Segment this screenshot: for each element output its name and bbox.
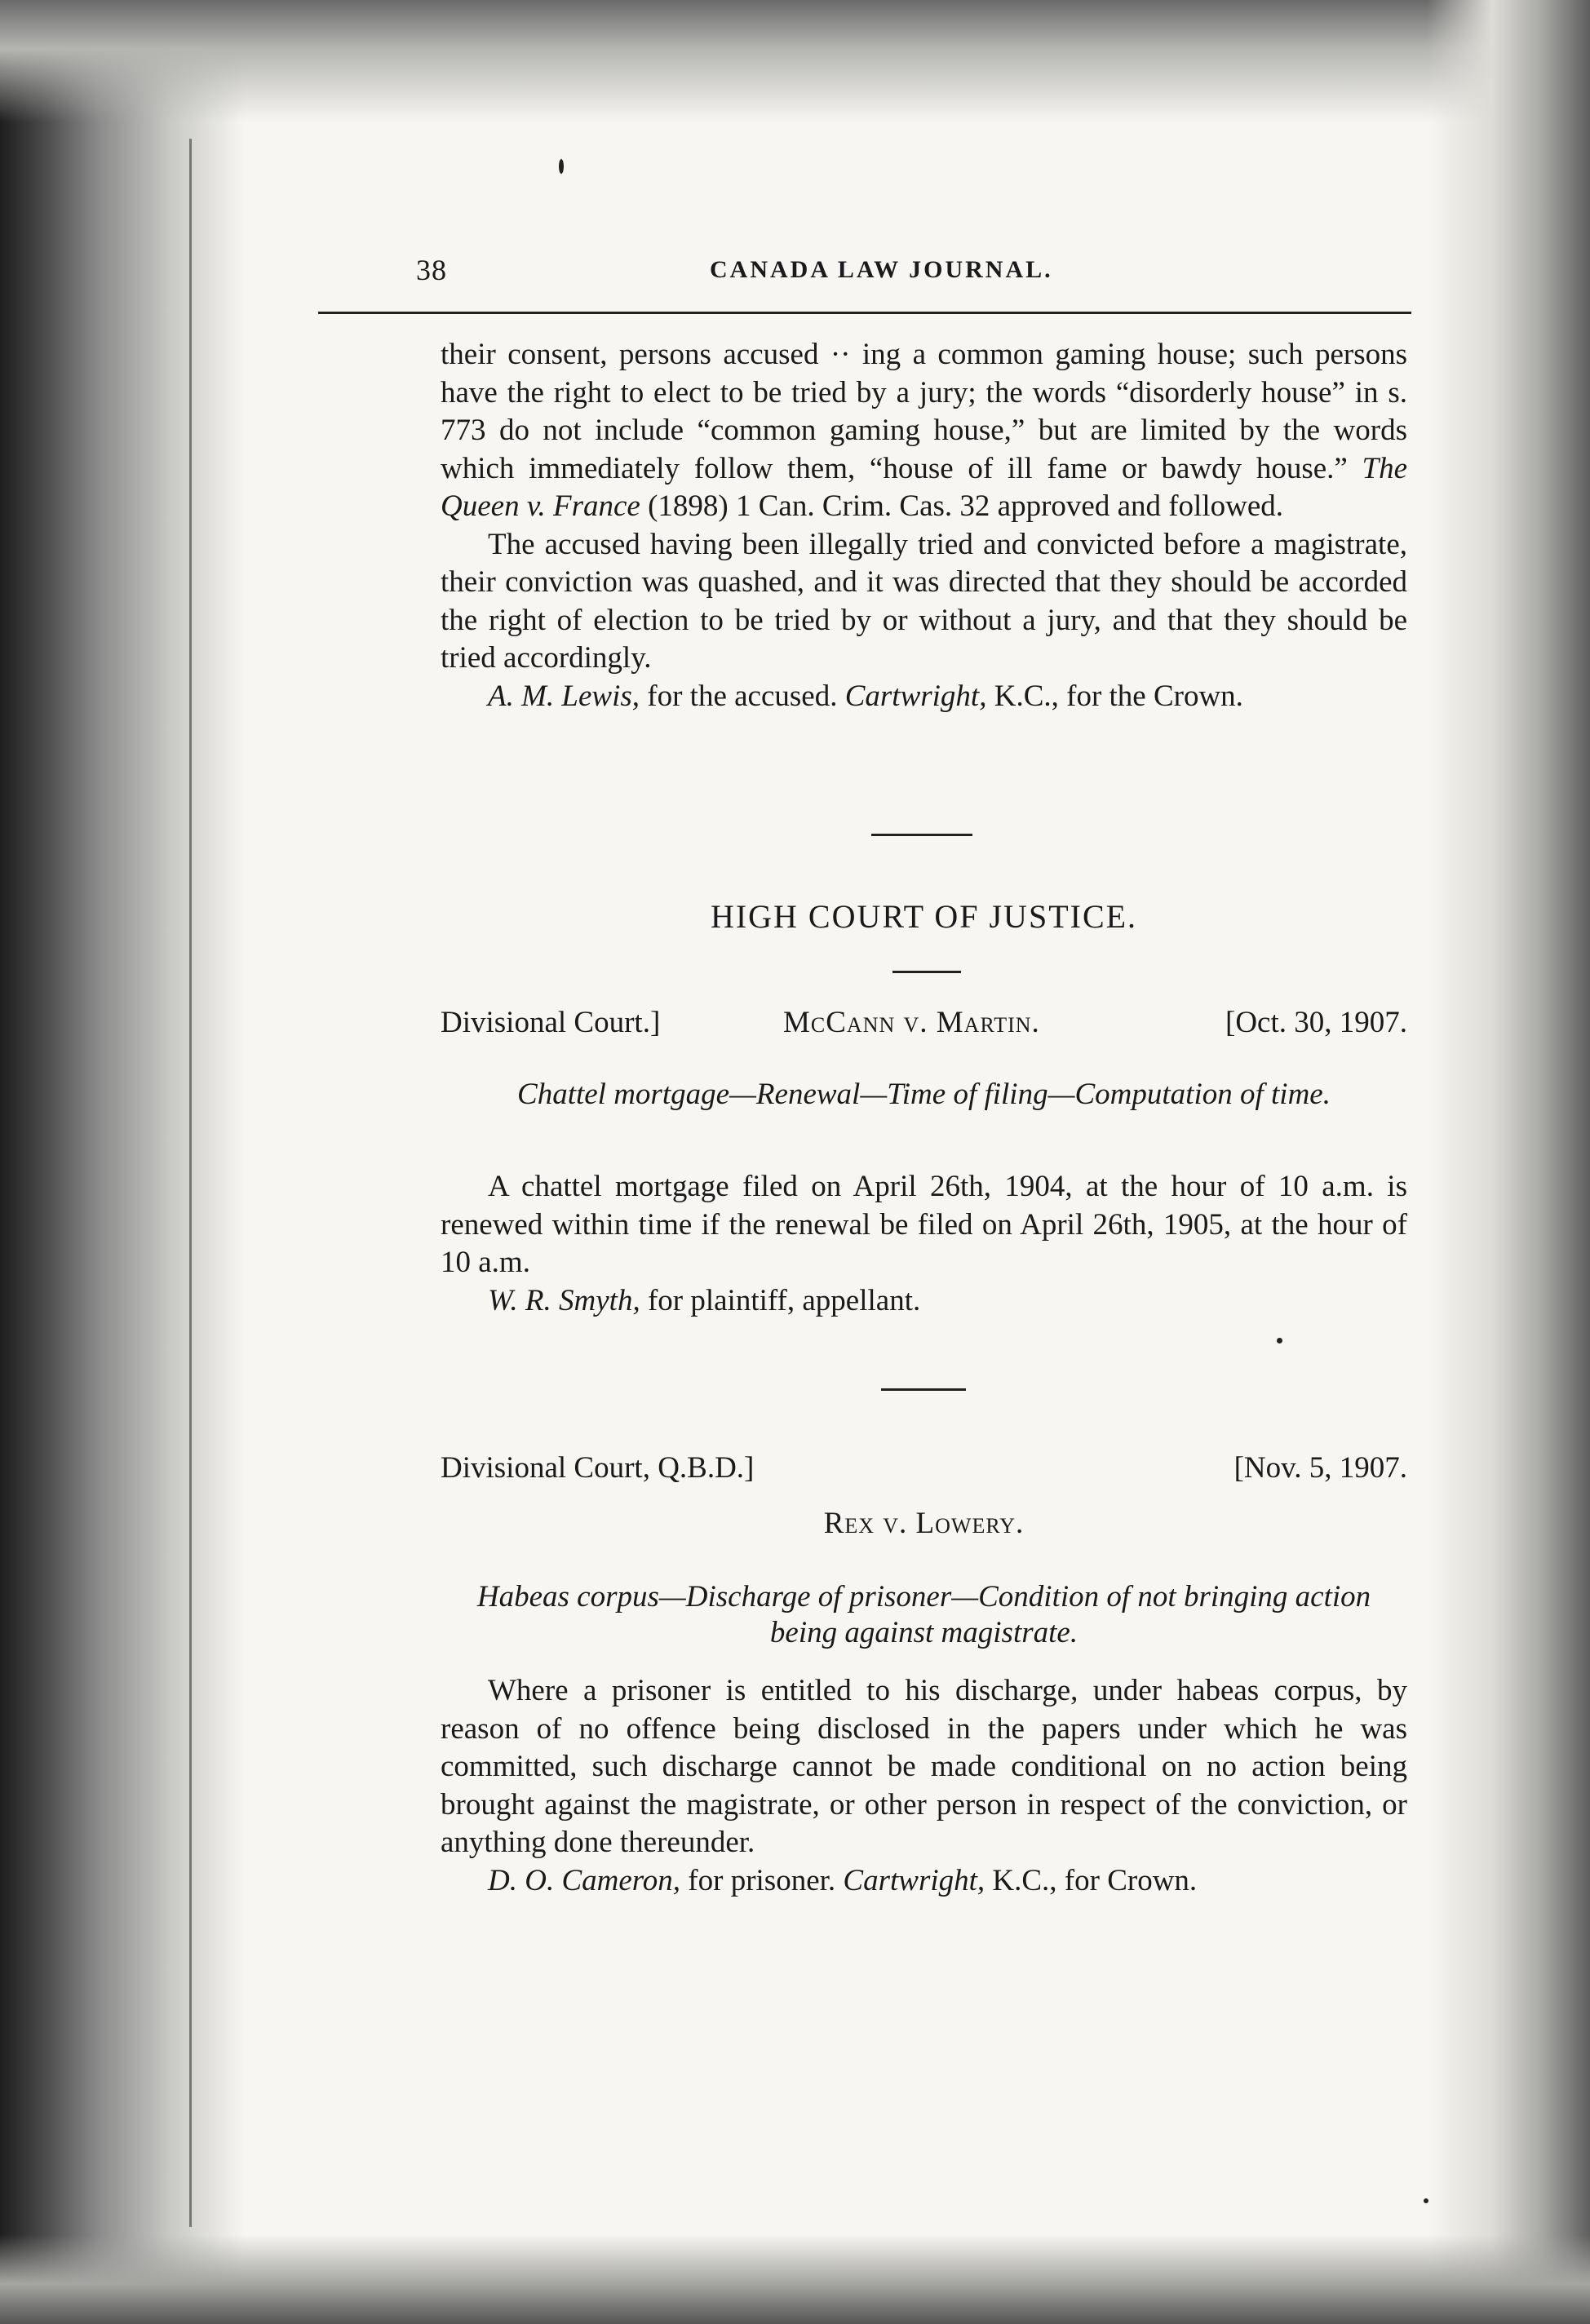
counsel-line <box>441 678 1407 716</box>
case-2-holding: Where a prisoner is entitled to his discharge, under habeas corpus, by reason of no offence being disclosed in the papers under which he was committed, such discharge cannot be made conditional on no action being brought against the magistrate, or other person in respect of the conviction, or anything done thereunder. <box>441 1674 1407 1859</box>
counsel-name: A. M. Lewis, <box>488 679 640 713</box>
counsel-name: Cartwright, <box>843 1863 985 1897</box>
counsel-role: for the accused. <box>640 679 845 713</box>
continued-paragraph-text: their consent, persons accused ·· ing a common gaming house; such persons have the right to elect to be tried by a jury; the words “disorderly house” in s. 773 do not include “common gaming house,” but are limited by the words which immediately follow them, “house of ill fame or bawdy house.” <box>441 338 1407 485</box>
case-1-court: Divisional Court.] <box>441 1006 661 1039</box>
counsel-role: for plaintiff, appellant. <box>640 1283 921 1317</box>
running-head <box>416 253 1411 294</box>
section-rule <box>892 971 961 973</box>
binding-gutter <box>0 0 245 2324</box>
section-rule <box>871 834 972 836</box>
case-1-counsel <box>441 1282 1407 1321</box>
case-1-date: [Oct. 30, 1907. <box>1225 1006 1407 1039</box>
case-2-court: Divisional Court, Q.B.D.] <box>441 1451 755 1485</box>
header-rule <box>318 312 1411 314</box>
ink-speck <box>559 159 564 174</box>
section-rule <box>881 1388 966 1391</box>
gutter-line <box>189 139 192 2227</box>
page-number: 38 <box>416 254 447 286</box>
continued-paragraph <box>441 336 1407 526</box>
right-edge-shadow <box>1427 0 1590 2324</box>
citation-case-name: The Queen v. France <box>441 451 1408 523</box>
counsel-name: D. O. Cameron, <box>488 1863 681 1897</box>
case-2-date: [Nov. 5, 1907. <box>1233 1451 1407 1485</box>
citation-reference: (1898) 1 Can. Crim. Cas. 32 approved and followed. <box>648 489 1284 523</box>
counsel-role: K.C., for the Crown. <box>986 679 1243 713</box>
case-2-headnote: Habeas corpus—Discharge of prisoner—Condition of not bringing action being against magistrate. <box>476 1580 1371 1649</box>
counsel-name: Cartwright, <box>844 679 987 713</box>
case-2-caption <box>441 1450 1407 1488</box>
case-1-body <box>441 1168 1407 1320</box>
case-1-caption <box>441 1005 1407 1042</box>
bottom-edge-shadow <box>0 2234 1590 2324</box>
case-2-body <box>441 1672 1407 1900</box>
ink-speck <box>1277 1338 1282 1343</box>
top-edge-shadow <box>0 0 1590 122</box>
case-2-counsel <box>441 1862 1407 1901</box>
court-heading: HIGH COURT OF JUSTICE. <box>710 898 1138 935</box>
ink-speck <box>1424 2198 1428 2203</box>
counsel-name: W. R. Smyth, <box>488 1283 640 1317</box>
journal-title: CANADA LAW JOURNAL. <box>710 256 1053 283</box>
case-2-title: Rex v. Lowery. <box>823 1507 1025 1540</box>
counsel-role: for prisoner. <box>680 1863 844 1897</box>
disposition-paragraph: The accused having been illegally tried and convicted before a magistrate, their conviction was quashed, and it was directed that they should be accorded the right of election to be tried by or without a jury, and that they should be tried accordingly. <box>441 527 1407 675</box>
case-1-headnote: Chattel mortgage—Renewal—Time of filing—Computation of time. <box>517 1078 1331 1111</box>
continued-case <box>441 336 1407 715</box>
counsel-role: K.C., for Crown. <box>985 1863 1198 1897</box>
case-1-title: McCann v. Martin. <box>783 1006 1040 1039</box>
case-1-holding: A chattel mortgage filed on April 26th, 1904, at the hour of 10 a.m. is renewed within time if the renewal be filed on April 26th, 1905, at the hour of 10 a.m. <box>441 1170 1407 1279</box>
